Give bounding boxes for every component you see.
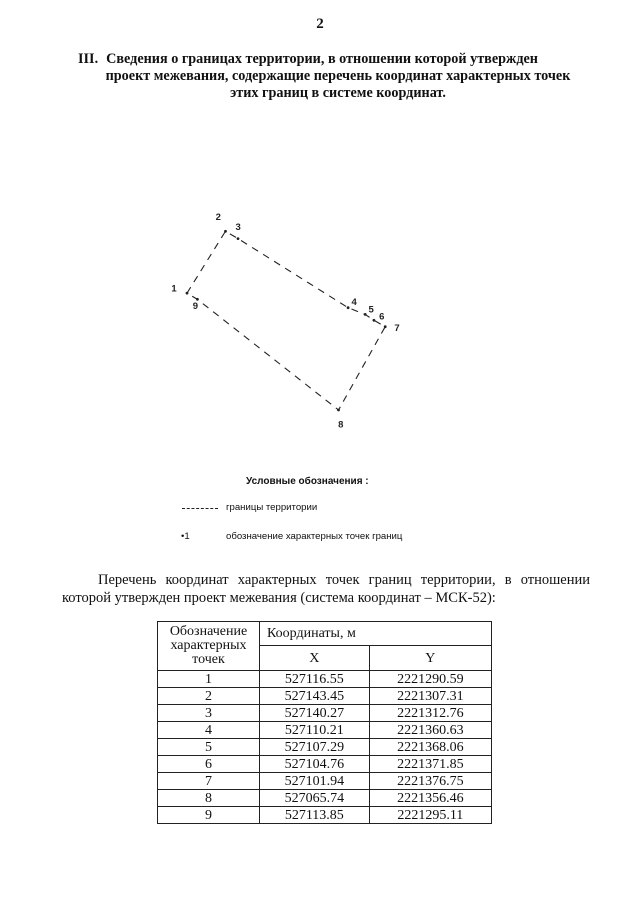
table-row [158,807,492,824]
coordinates-header: Координаты, м [260,622,492,646]
y-cell: 2221312.76 [369,705,491,722]
x-cell: 527107.29 [260,739,370,756]
boundary-point-label: 2 [215,211,221,223]
section-roman-numeral: III. [78,51,99,67]
coordinates-list-intro: Перечень координат характерных точек границ территории, в отношении которой утвержден проект межевания (система координат – МСК-52): [62,572,590,606]
x-cell: 527113.85 [260,807,370,824]
x-cell: 527140.27 [260,705,370,722]
x-column-header: X [260,646,370,671]
boundary-point-marker [186,292,189,295]
table-row [158,756,492,773]
x-cell: 527101.94 [260,773,370,790]
table-row [158,739,492,756]
table-row [158,688,492,705]
y-cell: 2221360.63 [369,722,491,739]
section-title-line-3: этих границ в системе координат. [230,85,446,101]
legend-point-sample: •1 [181,531,190,542]
y-cell: 2221307.31 [369,688,491,705]
boundary-point-marker [373,319,376,322]
boundary-point-marker [224,230,227,233]
legend-point-label: обозначение характерных точек границ [226,531,403,542]
point-cell: 4 [158,722,260,739]
y-cell: 2221295.11 [369,807,491,824]
section-title-text-1: Сведения о границах территории, в отношении которой утвержден [106,51,538,67]
point-cell: 3 [158,705,260,722]
boundary-point-marker [237,237,240,240]
x-cell: 527065.74 [260,790,370,807]
boundary-point-marker [384,325,387,328]
section-title-line-2: проект межевания, содержащие перечень координат характерных точек [105,68,571,84]
point-cell: 7 [158,773,260,790]
point-cell: 9 [158,807,260,824]
point-cell: 5 [158,739,260,756]
table-row [158,790,492,807]
boundary-point-label: 1 [171,283,177,295]
y-cell: 2221376.75 [369,773,491,790]
boundary-point-marker [364,313,367,316]
boundary-point-label: 7 [394,323,400,335]
coordinates-table [157,621,492,824]
boundary-point-label: 5 [368,304,374,316]
boundary-points [171,212,399,431]
point-cell: 2 [158,688,260,705]
boundary-point-label: 3 [235,222,241,234]
table-row [158,722,492,739]
table-row [158,705,492,722]
x-cell: 527116.55 [260,671,370,688]
y-cell: 2221371.85 [369,756,491,773]
legend-boundary-label: границы территории [226,502,318,513]
y-column-header: Y [369,646,491,671]
table-header-row [158,622,492,646]
y-cell: 2221356.46 [369,790,491,807]
boundary-point-label: 6 [379,311,385,323]
x-cell: 527110.21 [260,722,370,739]
table-row [158,671,492,688]
boundary-point-label: 9 [192,301,199,312]
legend-title: Условные обозначения : [246,476,369,487]
territory-boundary [187,231,385,410]
x-cell: 527143.45 [260,688,370,705]
boundary-point-marker [347,306,350,309]
point-cell: 6 [158,756,260,773]
table-row [158,773,492,790]
x-cell: 527104.76 [260,756,370,773]
point-name-header: Обозначение характерных точек [158,622,260,671]
y-cell: 2221368.06 [369,739,491,756]
page-number: 2 [316,16,324,32]
boundary-point-label: 8 [338,419,344,431]
point-cell: 1 [158,671,260,688]
point-cell: 8 [158,790,260,807]
boundary-point-marker [337,409,340,412]
boundary-point-label: 4 [351,297,357,309]
y-cell: 2221290.59 [369,671,491,688]
